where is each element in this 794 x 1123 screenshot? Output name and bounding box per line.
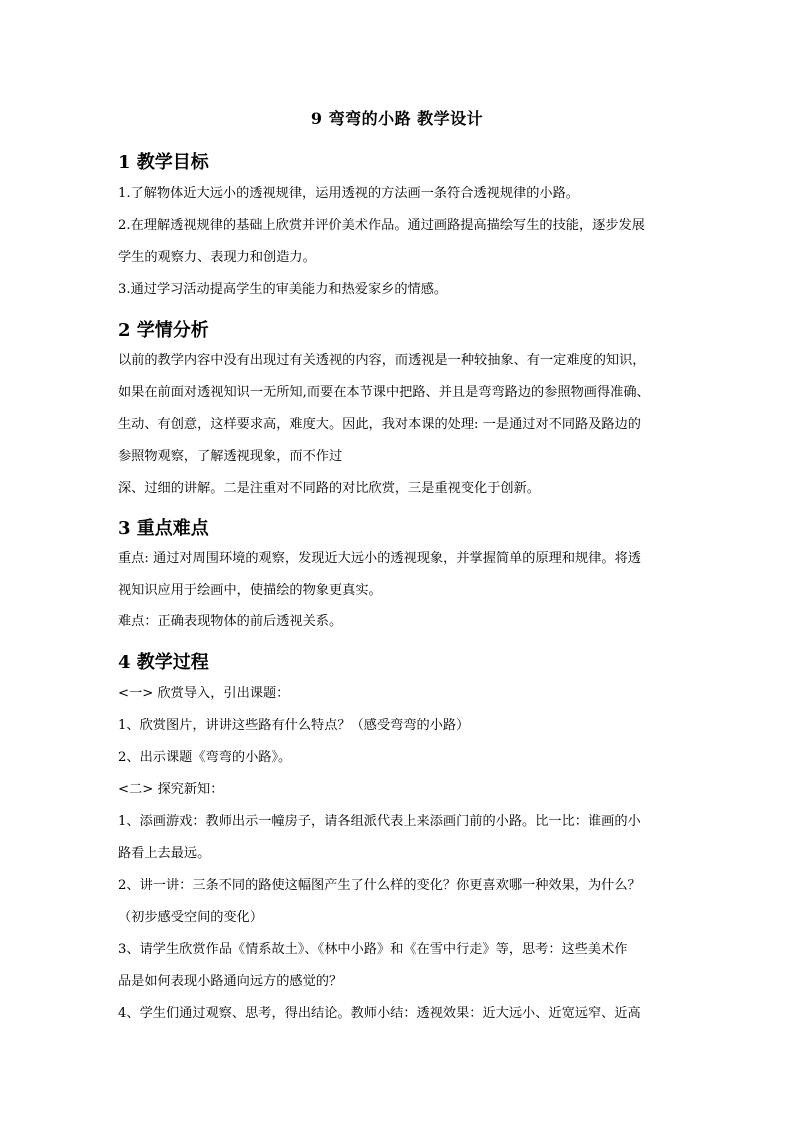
section-heading-process: 4 教学过程 [118,652,209,673]
paragraph-line: 深、过细的讲解。二是注重对不同路的对比欣赏，三是重视变化于创新。 [118,481,540,496]
paragraph-line: 路看上去最远。 [118,846,211,861]
paragraph-line: 如果在前面对透视知识一无所知,而要在本节课中把路、并且是弯弯路边的参照物画得准确、 [118,385,650,400]
paragraph-line: 1、添画游戏：教师出示一幢房子，请各组派代表上来添画门前的小路。比一比：谁画的小 [118,814,641,829]
paragraph-line: 2、讲一讲：三条不同的路使这幅图产生了什么样的变化？你更喜欢哪一种效果，为什么？ [118,878,641,893]
paragraph-line: 品是如何表现小路通向远方的感觉的？ [118,974,343,989]
paragraph-line: 视知识应用于绘画中，使描绘的物象更真实。 [118,583,382,598]
section-heading-key-points: 3 重点难点 [118,518,209,539]
paragraph-line: 3、请学生欣赏作品《情系故土》、《林中小路》和《在雪中行走》等，思考：这些美术作 [118,942,628,957]
paragraph-line: 4、学生们通过观察、思考，得出结论。教师小结：透视效果：近大远小、近宽远窄、近高 [118,1006,641,1021]
section-heading-analysis: 2 学情分析 [118,320,209,341]
document-title: 9 弯弯的小路 教学设计 [310,109,484,128]
paragraph-line: 1.了解物体近大远小的透视规律，运用透视的方法画一条符合透视规律的小路。 [118,186,579,201]
section-heading-objectives: 1 教学目标 [118,152,209,173]
paragraph-line: <二> 探究新知： [118,782,224,797]
paragraph-line: 学生的观察力、表现力和创造力。 [118,250,316,265]
paragraph-line: 以前的教学内容中没有出现过有关透视的内容，而透视是一种较抽象、有一定难度的知识， [118,353,646,368]
paragraph-line: 1、欣赏图片，讲讲这些路有什么特点？（感受弯弯的小路） [118,718,470,733]
paragraph-line: 生动、有创意，这样要求高，难度大。因此，我对本课的处理: 一是通过对不同路及路边的 [118,417,641,432]
paragraph-line: 2、出示课题《弯弯的小路》。 [118,750,292,765]
paragraph-line: 3.通过学习活动提高学生的审美能力和热爱家乡的情感。 [118,282,448,297]
paragraph-line: <一> 欣赏导入，引出课题： [118,686,290,701]
paragraph-line: 难点：正确表现物体的前后透视关系。 [118,614,343,629]
paragraph-line: 参照物观察，了解透视现象，而不作过 [118,449,343,464]
paragraph-line: （初步感受空间的变化） [118,910,264,925]
paragraph-line: 2.在理解透视规律的基础上欣赏并评价美术作品。通过画路提高描绘写生的技能，逐步发展 [118,218,645,233]
paragraph-line: 重点: 通过对周围环境的观察，发现近大远小的透视现象，并掌握简单的原理和规律。将透 [118,551,641,566]
